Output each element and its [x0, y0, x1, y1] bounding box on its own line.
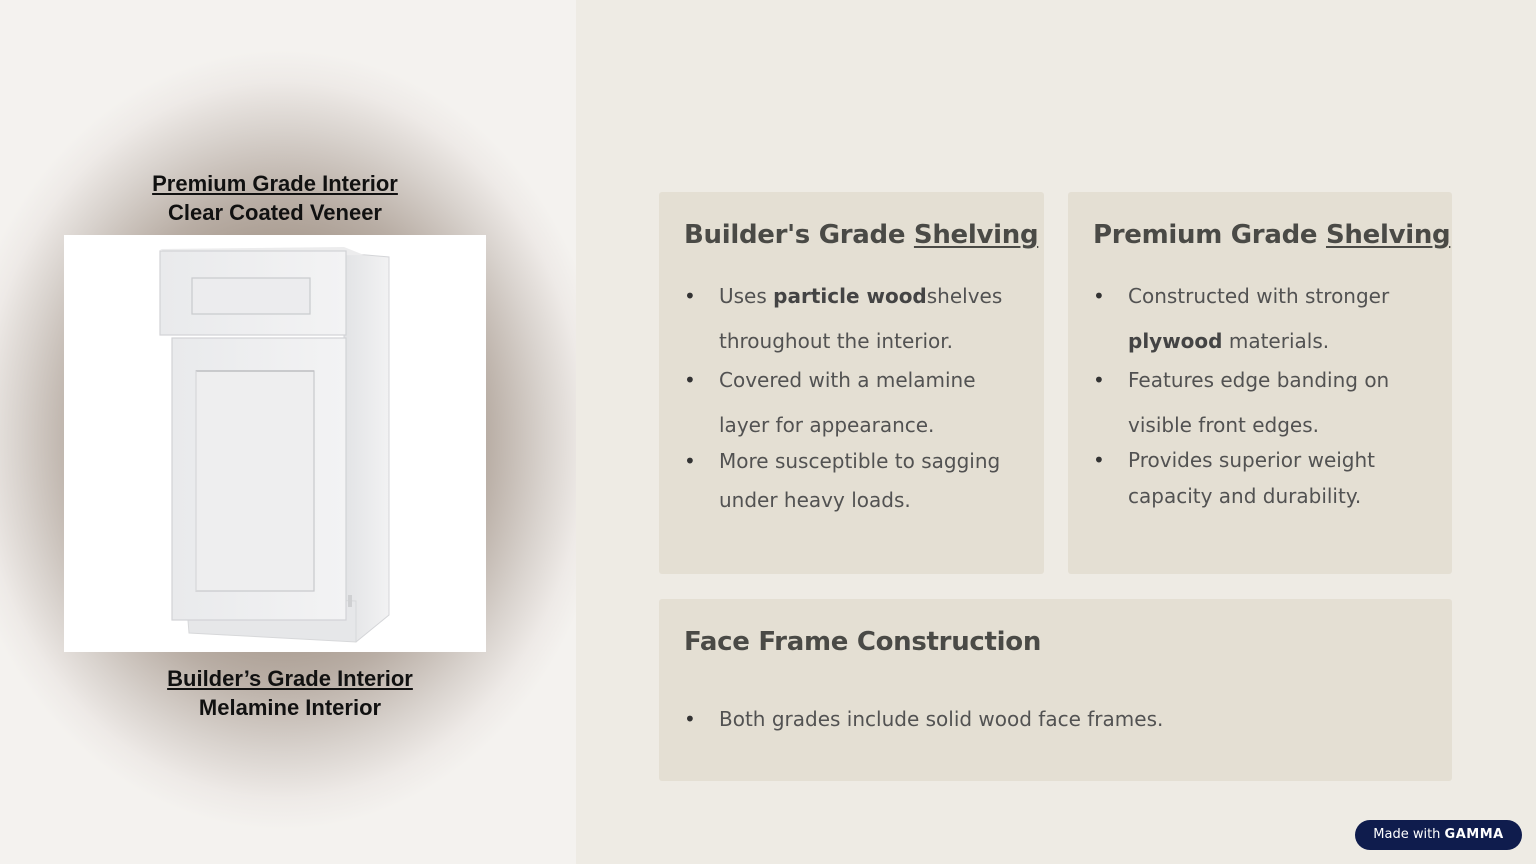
- list-item-emphasis: particle wood: [773, 284, 927, 308]
- list-item: • Features edge banding on visible front edges.: [1093, 358, 1433, 448]
- list-item-text: materials.: [1222, 329, 1330, 353]
- premium-interior-subheading: Clear Coated Veneer: [168, 200, 382, 225]
- gamma-logo: GAMMA: [1444, 827, 1504, 842]
- face-frame-list: [684, 699, 1384, 739]
- builders-grade-list: [684, 274, 1024, 520]
- list-item: • Provides superior weight capacity and durability.: [1093, 442, 1433, 514]
- builders-interior-subheading: Melamine Interior: [198, 695, 382, 720]
- list-item-text: Constructed with stronger: [1128, 284, 1390, 308]
- list-item: • Covered with a melamine layer for appearance.: [684, 358, 1024, 448]
- face-frame-card: [659, 599, 1452, 781]
- list-item: [1093, 274, 1433, 364]
- builders-grade-title: [684, 220, 1038, 250]
- list-item-emphasis: plywood: [1128, 329, 1223, 353]
- builders-interior-caption: [95, 664, 485, 722]
- list-item: • More susceptible to sagging under heavy loads.: [684, 442, 1024, 520]
- builders-interior-heading: Builder’s Grade Interior: [167, 666, 413, 691]
- cabinet-image: [64, 235, 486, 652]
- builders-title-prefix: Builder's Grade: [684, 220, 914, 250]
- premium-grade-list: [1093, 274, 1433, 514]
- premium-grade-card: [1068, 192, 1452, 574]
- list-item: • Both grades include solid wood face frames.: [684, 699, 1384, 739]
- premium-interior-caption: [80, 169, 470, 227]
- image-panel: [0, 0, 576, 864]
- premium-title-prefix: Premium Grade: [1093, 220, 1326, 250]
- premium-title-shelving: Shelving: [1325, 220, 1451, 250]
- made-with-gamma-badge[interactable]: [1355, 820, 1522, 850]
- premium-interior-heading: Premium Grade Interior: [152, 171, 398, 196]
- face-frame-title: Face Frame Construction: [684, 627, 1042, 657]
- list-item-text: shelves throughout the interior.: [719, 284, 1003, 353]
- list-item: [684, 274, 1024, 364]
- premium-grade-title: [1093, 220, 1450, 250]
- builders-grade-card: [659, 192, 1044, 574]
- cabinet-illustration: [64, 235, 486, 652]
- badge-prefix: Made with: [1373, 827, 1445, 842]
- builders-title-shelving: Shelving: [913, 220, 1039, 250]
- list-item-text: Uses: [719, 284, 774, 308]
